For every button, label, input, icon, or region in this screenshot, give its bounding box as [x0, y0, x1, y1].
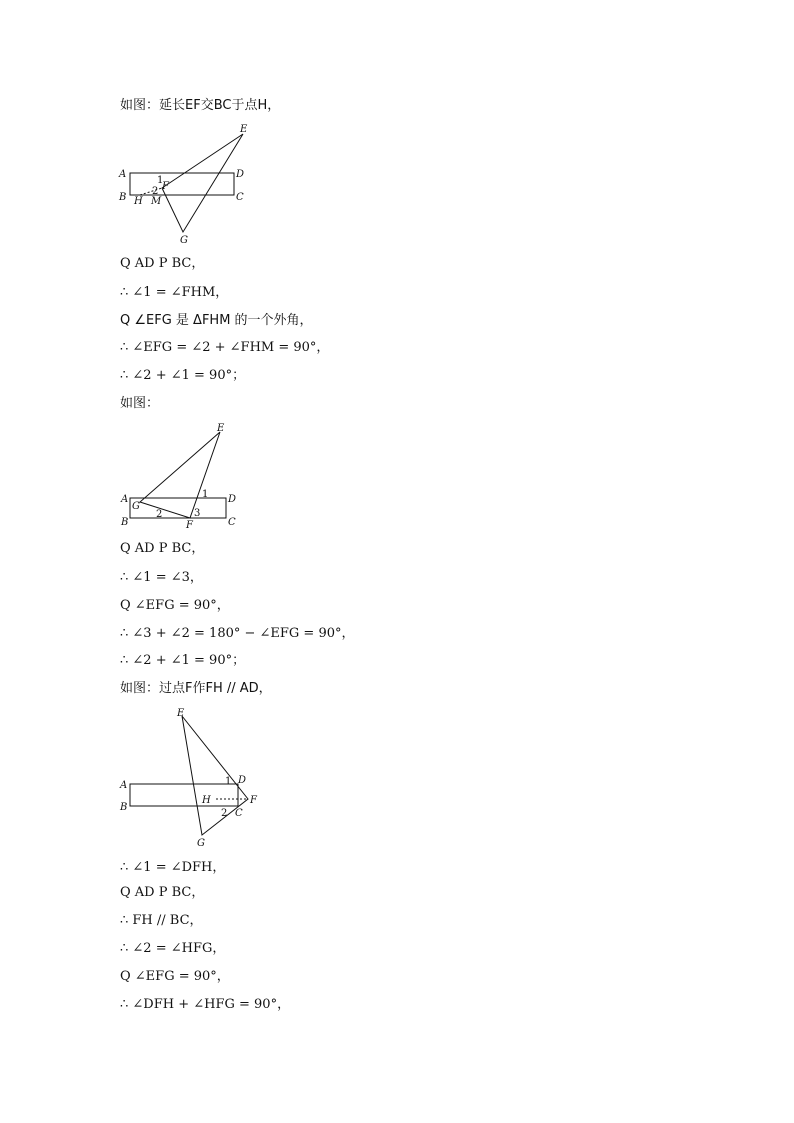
figure-1-diagram [110, 120, 290, 250]
label-c: C [236, 192, 244, 203]
label-c: C [235, 808, 243, 819]
figure-2 [110, 418, 260, 534]
rectangle-abcd [130, 498, 226, 518]
rectangle-abcd [130, 173, 234, 195]
text-line-7: 如图： [120, 396, 160, 411]
label-a: A [119, 169, 127, 180]
text-line-6: ∴ ∠2 + ∠1 = 90°； [120, 368, 246, 383]
text-line-12: ∴ ∠2 + ∠1 = 90°； [120, 653, 246, 668]
label-e: E [217, 423, 225, 434]
text-line-11: ∴ ∠3 + ∠2 = 180° − ∠EFG = 90°， [120, 626, 355, 641]
text-line-15: Q AD P BC， [120, 885, 205, 900]
label-d: D [238, 775, 247, 786]
label-e: E [240, 124, 248, 135]
label-angle-3: 3 [194, 508, 201, 519]
label-a: A [121, 494, 129, 505]
label-d: D [228, 494, 237, 505]
label-g: G [197, 838, 205, 849]
label-g: G [132, 501, 140, 512]
text-line-5: ∴ ∠EFG = ∠2 + ∠FHM = 90°， [120, 340, 330, 355]
label-angle-1: 1 [225, 776, 232, 787]
text-line-4: Q ∠EFG 是 ΔFHM 的一个外角， [120, 313, 313, 328]
label-f: F [162, 181, 169, 192]
label-f: F [186, 520, 193, 531]
text-line-14: ∴ ∠1 = ∠DFH， [120, 860, 226, 875]
text-line-13: 如图：过点F作FH // AD， [120, 681, 272, 696]
text-line-16: ∴ FH // BC， [120, 913, 203, 928]
triangle-efg [140, 432, 220, 518]
label-b: B [121, 517, 129, 528]
figure-2-diagram [110, 418, 260, 534]
text-line-9: ∴ ∠1 = ∠3， [120, 570, 203, 585]
text-line-3: ∴ ∠1 = ∠FHM， [120, 285, 229, 300]
label-b: B [120, 802, 128, 813]
label-angle-2: 2 [221, 808, 228, 819]
figure-3 [110, 704, 270, 850]
text-line-8: Q AD P BC， [120, 541, 205, 556]
label-h: H [202, 795, 211, 806]
rectangle-abcd [130, 784, 238, 806]
label-a: A [120, 780, 128, 791]
text-line-2: Q AD P BC， [120, 256, 205, 271]
text-line-18: Q ∠EFG = 90°， [120, 969, 230, 984]
label-d: D [236, 169, 245, 180]
text-line-17: ∴ ∠2 = ∠HFG， [120, 941, 226, 956]
label-e: E [177, 708, 185, 719]
text-line-10: Q ∠EFG = 90°， [120, 598, 230, 613]
label-b: B [119, 192, 127, 203]
label-f: F [250, 795, 257, 806]
label-angle-1: 1 [202, 489, 209, 500]
text-line-19: ∴ ∠DFH + ∠HFG = 90°， [120, 997, 291, 1012]
label-angle-2: 2 [152, 186, 159, 197]
label-angle-2: 2 [156, 509, 163, 520]
figure-1 [110, 120, 290, 250]
text-line-1: 如图：延长EF交BC于点H， [120, 98, 281, 113]
extension-line-fh [140, 188, 162, 195]
triangle-efg [162, 134, 243, 232]
figure-3-diagram [110, 704, 270, 850]
label-g: G [180, 235, 188, 246]
label-m: M [151, 196, 162, 207]
label-angle-1: 1 [157, 175, 164, 186]
label-h: H [134, 196, 143, 207]
label-c: C [228, 517, 236, 528]
